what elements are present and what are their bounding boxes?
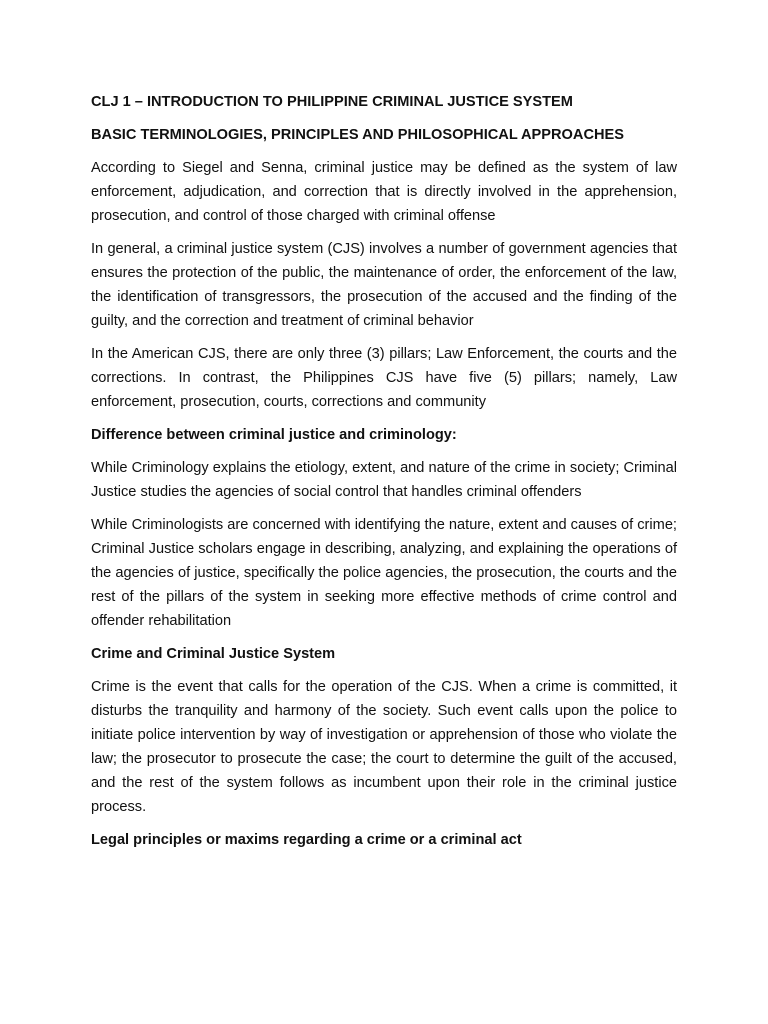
paragraph-cjs-general: In general, a criminal justice system (CJS) involves a number of government agencies that ensures the protection of the public, the maintenance of order, the enforcement of the law, the identification of transgressors, the prosecution of the accused and the finding of the guilty, and the correction and treatment of criminal behavior <box>91 241 677 329</box>
paragraph-crime-event: Crime is the event that calls for the operation of the CJS. When a crime is committed, it disturbs the tranquility and harmony of the society. Such event calls upon the police to initiate police intervention by way of investigation or apprehension of those who violate the law; the prosecutor to prosecute the case; the court to determine the guilt of the accused, and the rest of the system follows as incumbent upon their role in the criminal justice process. <box>91 679 677 815</box>
paragraph-pillars: In the American CJS, there are only three (3) pillars; Law Enforcement, the courts and the corrections. In contrast, the Philippines CJS have five (5) pillars; namely, Law enforcement, prosecution, courts, corrections and community <box>91 346 677 410</box>
paragraph-definition: According to Siegel and Senna, criminal justice may be defined as the system of law enforcement, adjudication, and correction that is directly involved in the apprehension, prosecution, and control of those charged with criminal offense <box>91 160 677 224</box>
section-heading-legal-principles: Legal principles or maxims regarding a crime or a criminal act <box>91 832 522 848</box>
document-page <box>91 90 677 861</box>
section-heading-crime-cjs: Crime and Criminal Justice System <box>91 646 336 662</box>
paragraph-criminologists: While Criminologists are concerned with identifying the nature, extent and causes of crime; Criminal Justice scholars engage in describing, analyzing, and explaining the operations of the agencies of justice, specifically the police agencies, the prosecution, the courts and the rest of the pillars of the system in seeking more effective methods of crime control and offender rehabilitation <box>91 517 677 629</box>
section-heading-difference: Difference between criminal justice and criminology: <box>91 427 457 443</box>
paragraph-criminology-vs-cj: While Criminology explains the etiology, extent, and nature of the crime in society; Criminal Justice studies the agencies of social control that handles criminal offenders <box>91 460 677 500</box>
document-subtitle: BASIC TERMINOLOGIES, PRINCIPLES AND PHILOSOPHICAL APPROACHES <box>91 127 624 143</box>
document-title: CLJ 1 – INTRODUCTION TO PHILIPPINE CRIMINAL JUSTICE SYSTEM <box>91 94 573 110</box>
